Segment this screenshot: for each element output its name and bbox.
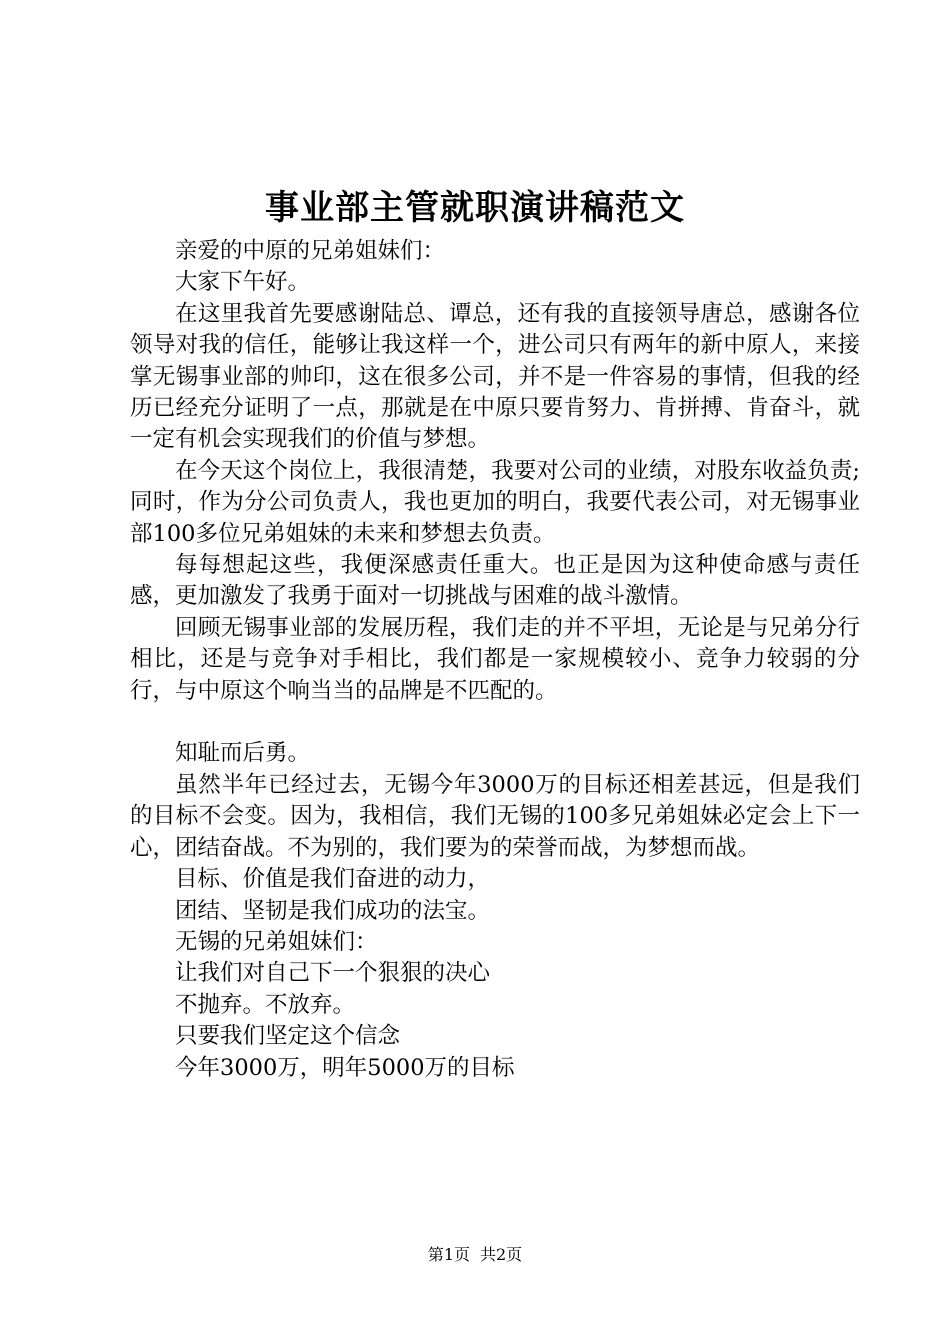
- body-line: 无锡的兄弟姐妹们：: [175, 928, 378, 955]
- body-line: 今年3000万，明年5000万的目标: [175, 1054, 515, 1081]
- body-line: 只要我们坚定这个信念: [175, 1023, 401, 1050]
- body-line: 目标、价值是我们奋进的动力，: [175, 866, 491, 893]
- body-paragraph: 回顾无锡事业部的发展历程，我们走的并不平坦，无论是与兄弟分行相比，还是与竞争对手相比，我们都是一家规模较小、竞争力较弱的分行，与中原这个响当当的品牌是不匹配的。: [130, 614, 860, 704]
- body-paragraph: 在今天这个岗位上，我很清楚，我要对公司的业绩，对股东收益负责;同时，作为分公司负责人，我也更加的明白，我要代表公司，对无锡事业部100多位兄弟姐妹的未来和梦想去负责。: [130, 457, 860, 547]
- greeting-paragraph: 亲爱的中原的兄弟姐妹们：: [175, 238, 446, 264]
- page-number-total: 共2页: [480, 1245, 523, 1264]
- body-paragraph: 虽然半年已经过去，无锡今年3000万的目标还相差甚远，但是我们的目标不会变。因为，我相信，我们无锡的100多兄弟姐妹必定会上下一心，团结奋战。不为别的，我们要为的荣誉而战，为梦想而战。: [130, 771, 860, 861]
- body-line: 不抛弃。不放弃。: [175, 991, 356, 1018]
- body-line: 让我们对自己下一个狠狠的决心: [175, 960, 491, 987]
- body-line: 团结、坚韧是我们成功的法宝。: [175, 897, 491, 924]
- body-paragraph: 知耻而后勇。: [175, 740, 311, 767]
- document-body: [130, 236, 860, 1084]
- page-footer: [0, 1244, 950, 1266]
- page-number-current: 第1页: [427, 1245, 470, 1264]
- document-title: 事业部主管就职演讲稿范文: [265, 188, 685, 228]
- salutation-paragraph: 大家下午好。: [175, 269, 311, 296]
- body-paragraph: 每每想起这些，我便深感责任重大。也正是因为这种使命感与责任感，更加激发了我勇于面对一切挑战与困难的战斗激情。: [130, 552, 860, 610]
- body-paragraph: 在这里我首先要感谢陆总、谭总，还有我的直接领导唐总，感谢各位领导对我的信任，能够让我这样一个，进公司只有两年的新中原人，来接掌无锡事业部的帅印，这在很多公司，并不是一件容易的事情，但我的经历已经充分证明了一点，那就是在中原只要肯努力、肯拼搏、肯奋斗，就一定有机会实现我们的价值与梦想。: [130, 300, 860, 453]
